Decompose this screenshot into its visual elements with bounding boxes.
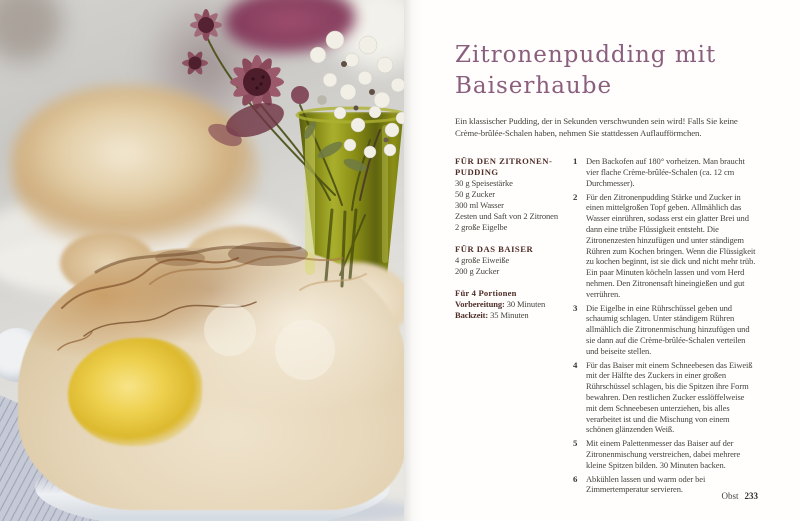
step-number: 1 [573, 156, 578, 167]
step-number: 5 [573, 438, 578, 449]
step-text: Mit einem Palettenmesser das Baiser auf der Zitronenmischung verstreichen, dabei mehrere kleine Spitzen bilden. 30 Minuten backen. [586, 438, 741, 470]
step-item [573, 360, 756, 436]
servings-line: Für 4 Portionen [455, 287, 517, 298]
step-number: 4 [573, 359, 578, 370]
step-item [573, 303, 756, 357]
step-text: Abkühlen lassen und warm oder bei Zimmertemperatur servieren. [586, 473, 706, 495]
recipe-title [455, 40, 756, 102]
step-item [573, 156, 756, 188]
recipe-title-line2: Baiserhaube [455, 73, 613, 99]
meringue-ridges [58, 242, 366, 380]
spacer [455, 233, 573, 244]
ingredient-item: 300 ml Wasser [455, 200, 504, 210]
ingredient-item: 4 große Eiweiße [455, 254, 510, 265]
ingredient-item: 50 g Zucker [455, 189, 495, 200]
ingredients-column [455, 156, 573, 498]
ingredient-item: Zesten und Saft von 2 Zitronen [455, 210, 558, 221]
prep-time-label: Vorbereitung: [455, 298, 505, 309]
prep-time-line [455, 299, 573, 310]
page-footer [721, 491, 758, 501]
footer-section: Obst [721, 491, 739, 501]
step-number: 2 [573, 191, 578, 202]
ingredient-group-heading-baiser: FÜR DAS BAISER [455, 243, 534, 254]
step-text: Den Backofen auf 180° vorheizen. Man braucht vier flache Crème-brûlée-Schalen (ca. 12 cm Durchmesser). [586, 156, 745, 188]
step-text: Für das Baiser mit einem Schneebesen das Eiweiß mit der Hälfte des Zuckers in einer großen Rührschüssel schlagen, bis die Spitzen ihre Form bewahren. Den restlichen Zucker esslöffelweise mit dem Schneebesen unterziehen, bis alles verarbeitet ist und die Mischung von einem schönen glänzenden Weiß. [586, 359, 753, 435]
ingredient-item: 200 g Zucker [455, 265, 500, 276]
maroon-flowers [182, 9, 309, 151]
stems-in-glass [326, 210, 365, 286]
step-text: Die Eigelbe in eine Rührschüssel geben und schaumig schlagen. Unter ständigem Rühren allmählich die Zitronenmischung hinzufügen und sie dann auf die Crème-brûlée-Schalen verteilen und beiseite stellen. [586, 302, 750, 356]
bake-time-line [455, 310, 573, 321]
prep-time-value: 30 Minuten [506, 298, 546, 309]
intro-text: Ein klassischer Pudding, der in Sekunden verschwunden sein wird! Falls Sie keine Crème-brûlée-Schalen haben, nehmen Sie stattdessen Auflaufförmchen. [455, 116, 738, 138]
step-text: Für den Zitronenpudding Stärke und Zucker in einen mittelgroßen Topf geben. Allmählich das Wasser einrühren, sodass erst ein glatter Brei und dann eine trübe Flüssigkeit entsteht. Die Zitronenzesten hinzufügen und unter ständigem Rühren zum Kochen bringen. Wenn die Flüssigkeit zu kochen beginnt, ist sie dick und nicht mehr trüb. Ein paar Minuten köcheln lassen und vom Herd nehmen. Den Zitronensaft hineingießen und gut verrühren. [586, 191, 756, 299]
heading-line: FÜR DEN ZITRONEN- [455, 156, 553, 167]
bake-time-label: Backzeit: [455, 309, 489, 320]
heading-line: PUDDING [455, 167, 499, 178]
white-flowers [310, 31, 404, 158]
spacer [455, 277, 573, 288]
bake-time-value: 35 Minuten [490, 309, 529, 320]
step-number: 6 [573, 473, 578, 484]
recipe-page [404, 0, 800, 521]
step-item [573, 438, 756, 470]
ingredient-item: 30 g Speisestärke [455, 178, 513, 189]
ingredient-item: 2 große Eigelbe [455, 221, 508, 232]
recipe-columns [455, 156, 756, 498]
step-number: 3 [573, 302, 578, 313]
recipe-title-line1: Zitronenpudding mit [455, 42, 717, 68]
step-item [573, 192, 756, 300]
footer-page-number: 233 [744, 491, 758, 501]
steps-column [573, 156, 756, 498]
ingredient-group-heading-pudding [455, 156, 573, 178]
